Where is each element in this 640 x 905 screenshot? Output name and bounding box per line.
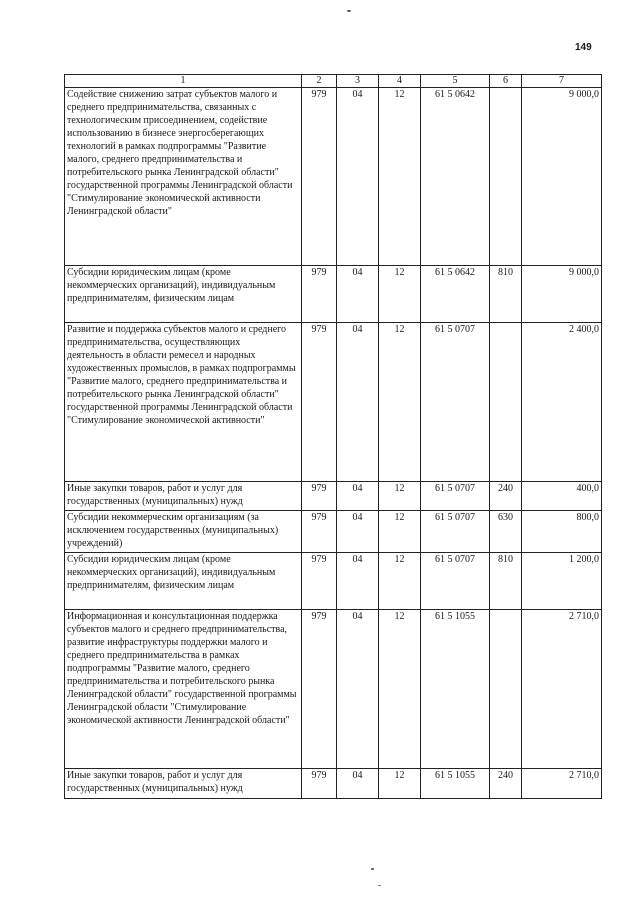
section-cell: 04 <box>337 553 379 610</box>
section-cell: 04 <box>337 769 379 799</box>
target-article-cell: 61 5 0707 <box>421 553 490 610</box>
amount-cell: 2 710,0 <box>522 610 602 769</box>
expense-type-cell <box>490 323 522 482</box>
expense-type-cell: 630 <box>490 511 522 553</box>
section-cell: 04 <box>337 88 379 266</box>
table-row <box>65 610 602 769</box>
subsection-cell: 12 <box>379 266 421 323</box>
row-name-cell: Иные закупки товаров, работ и услуг для государственных (муниципальных) нужд <box>65 769 302 799</box>
column-header: 5 <box>421 75 490 88</box>
table-row <box>65 511 602 553</box>
table-row <box>65 88 602 266</box>
amount-cell: 2 710,0 <box>522 769 602 799</box>
subsection-cell: 12 <box>379 511 421 553</box>
amount-cell: 800,0 <box>522 511 602 553</box>
admin-code-cell: 979 <box>302 511 337 553</box>
column-header: 3 <box>337 75 379 88</box>
target-article-cell: 61 5 0707 <box>421 511 490 553</box>
column-header: 4 <box>379 75 421 88</box>
row-name-cell: Субсидии юридическим лицам (кроме некоммерческих организаций), индивидуальным предпринимателям, физическим лицам <box>65 266 302 323</box>
target-article-cell: 61 5 1055 <box>421 769 490 799</box>
column-header: 1 <box>65 75 302 88</box>
row-name-cell: Содействие снижению затрат субъектов малого и среднего предпринимательства, связанных с технологическим присоединением, содействие использованию в бизнесе энергосберегающих технологий в рамках подпрограммы "Развитие малого, среднего предпринимательства и потребительского рынка Ленинградской области" государственной программы Ленинградской области "Стимулирование экономической активности Ленинградской области" <box>65 88 302 266</box>
admin-code-cell: 979 <box>302 266 337 323</box>
amount-cell: 2 400,0 <box>522 323 602 482</box>
target-article-cell: 61 5 0707 <box>421 482 490 511</box>
target-article-cell: 61 5 0707 <box>421 323 490 482</box>
admin-code-cell: 979 <box>302 88 337 266</box>
table-row <box>65 266 602 323</box>
admin-code-cell: 979 <box>302 769 337 799</box>
subsection-cell: 12 <box>379 553 421 610</box>
subsection-cell: 12 <box>379 482 421 511</box>
section-cell: 04 <box>337 323 379 482</box>
subsection-cell: 12 <box>379 769 421 799</box>
column-header: 7 <box>522 75 602 88</box>
amount-cell: 1 200,0 <box>522 553 602 610</box>
expense-type-cell: 810 <box>490 266 522 323</box>
table-header-row <box>65 75 602 88</box>
row-name-cell: Субсидии юридическим лицам (кроме некоммерческих организаций), индивидуальным предпринимателям, физическим лицам <box>65 553 302 610</box>
budget-table <box>64 74 602 799</box>
expense-type-cell <box>490 610 522 769</box>
scan-speck-bottom <box>371 868 374 870</box>
amount-cell: 9 000,0 <box>522 88 602 266</box>
amount-cell: 9 000,0 <box>522 266 602 323</box>
column-header: 6 <box>490 75 522 88</box>
table-row <box>65 482 602 511</box>
admin-code-cell: 979 <box>302 482 337 511</box>
expense-type-cell <box>490 88 522 266</box>
subsection-cell: 12 <box>379 88 421 266</box>
row-name-cell: Субсидии некоммерческим организациям (за исключением государственных (муниципальных) учреждений) <box>65 511 302 553</box>
expense-type-cell: 240 <box>490 769 522 799</box>
subsection-cell: 12 <box>379 323 421 482</box>
column-header: 2 <box>302 75 337 88</box>
row-name-cell: Информационная и консультационная поддержка субъектов малого и среднего предпринимательства, развитие инфраструктуры поддержки малого и среднего предпринимательства в рамках подпрограммы "Развитие малого, среднего предпринимательства и потребительского рынка Ленинградской области" государственной программы Ленинградской области "Стимулирование экономической активности Ленинградской области" <box>65 610 302 769</box>
scan-speck-bottom-2 <box>378 885 381 886</box>
admin-code-cell: 979 <box>302 610 337 769</box>
admin-code-cell: 979 <box>302 323 337 482</box>
row-name-cell: Развитие и поддержка субъектов малого и среднего предпринимательства, осуществляющих деятельность в области ремесел и народных художественных промыслов, в рамках подпрограммы "Развитие малого, среднего предпринимательства и потребительского рынка Ленинградской области" государственной программы Ленинградской области "Стимулирование экономической активности" <box>65 323 302 482</box>
target-article-cell: 61 5 0642 <box>421 266 490 323</box>
subsection-cell: 12 <box>379 610 421 769</box>
section-cell: 04 <box>337 266 379 323</box>
section-cell: 04 <box>337 482 379 511</box>
table-row <box>65 553 602 610</box>
page-number: 149 <box>575 42 592 53</box>
table-row <box>65 769 602 799</box>
target-article-cell: 61 5 0642 <box>421 88 490 266</box>
row-name-cell: Иные закупки товаров, работ и услуг для государственных (муниципальных) нужд <box>65 482 302 511</box>
table-row <box>65 323 602 482</box>
expense-type-cell: 240 <box>490 482 522 511</box>
section-cell: 04 <box>337 610 379 769</box>
expense-type-cell: 810 <box>490 553 522 610</box>
section-cell: 04 <box>337 511 379 553</box>
admin-code-cell: 979 <box>302 553 337 610</box>
scan-speck-top <box>347 10 351 12</box>
target-article-cell: 61 5 1055 <box>421 610 490 769</box>
amount-cell: 400,0 <box>522 482 602 511</box>
